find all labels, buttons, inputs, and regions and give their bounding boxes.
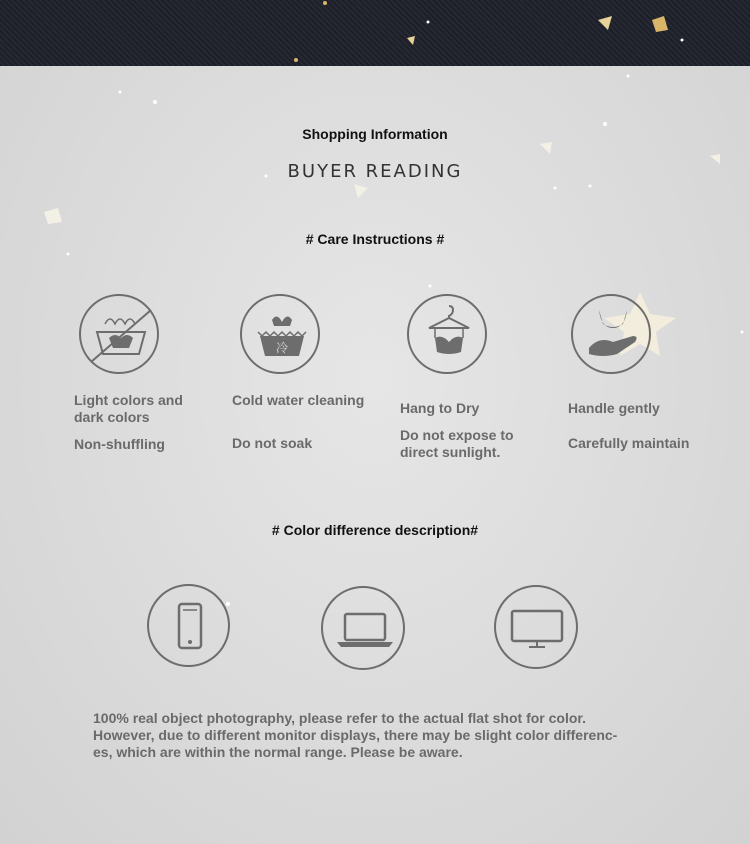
care-item-1-line2: Non-shuffling [74,436,165,452]
gold-confetti-decoration [0,0,750,66]
buyer-reading-subtitle: BUYER READING [287,161,463,182]
laptop-icon [321,586,405,670]
phone-icon [147,584,230,667]
care-item-4-line2: Carefully maintain [568,435,690,451]
care-item-3-line2: Do not expose to direct sunlight. [400,427,514,460]
hand-hold-icon [571,294,651,374]
color-difference-description: 100% real object photography, please refer to the actual flat shot for color. However, due to different monitor displays, there may be slight color differenc-es, which are within the normal range. Please be aware. [93,710,618,760]
care-item-2-line1: Cold water cleaning [232,392,365,408]
no-tumble-dry-icon [79,294,159,374]
care-item-2-line2: Do not soak [232,435,313,451]
color-difference-heading: # Color difference description# [271,522,479,538]
care-item-4-line1: Handle gently [568,400,660,416]
monitor-icon [494,585,578,669]
cold-wash-icon [240,294,320,374]
shopping-information-title: Shopping Information [302,126,448,142]
care-item-1-line1: Light colors and dark colors [74,392,183,425]
care-instructions-heading: # Care Instructions # [305,231,445,247]
top-dark-banner [0,0,750,66]
care-item-3-line1: Hang to Dry [400,400,480,416]
hang-dry-icon [407,294,487,374]
svg-text:冷: 冷 [275,341,289,355]
